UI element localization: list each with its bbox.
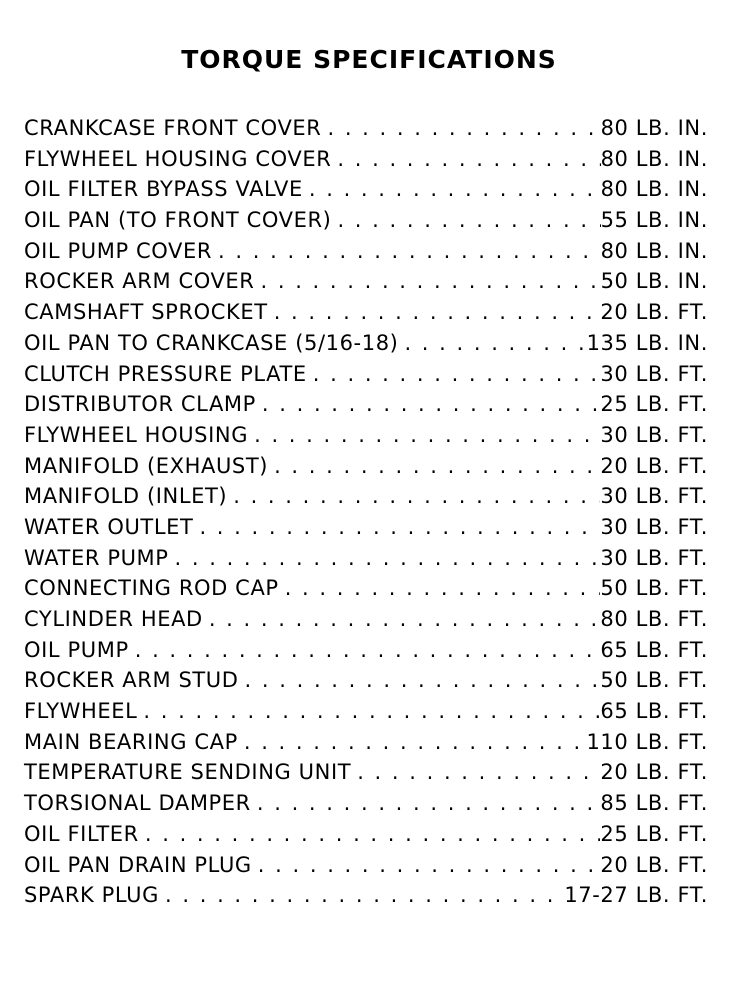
- spec-value: 80 LB. IN.: [600, 177, 708, 202]
- spec-item: MANIFOLD (INLET): [24, 484, 228, 509]
- spec-item: OIL PUMP COVER: [24, 238, 213, 263]
- spec-item: MAIN BEARING CAP: [24, 729, 238, 754]
- spec-value: 20 LB. FT.: [600, 300, 708, 325]
- dot-leader: [398, 328, 586, 358]
- spec-item: DISTRIBUTOR CLAMP: [24, 392, 256, 417]
- spec-item: CRANKCASE FRONT COVER: [24, 116, 322, 140]
- spec-item: CAMSHAFT SPROCKET: [24, 300, 268, 325]
- dot-leader: [307, 359, 601, 389]
- spec-value: 55 LB. IN.: [600, 208, 708, 233]
- spec-item: WATER PUMP: [24, 545, 169, 570]
- spec-value: 80 LB. IN.: [600, 116, 708, 140]
- dot-leader: [331, 205, 600, 235]
- dot-leader: [238, 727, 587, 757]
- spec-row: [24, 573, 708, 604]
- spec-item: CLUTCH PRESSURE PLATE: [24, 361, 307, 386]
- spec-value: 80 LB. IN.: [600, 146, 708, 171]
- spec-value: 20 LB. FT.: [600, 453, 708, 478]
- spec-item: FLYWHEEL HOUSING COVER: [24, 146, 332, 171]
- spec-row: [24, 727, 708, 758]
- spec-value: 50 LB. FT.: [600, 668, 708, 693]
- spec-row: [24, 359, 708, 390]
- page-title: TORQUE SPECIFICATIONS: [181, 45, 557, 74]
- dot-leader: [303, 174, 601, 204]
- spec-value: 50 LB. FT.: [600, 576, 708, 601]
- dot-leader: [139, 819, 601, 849]
- torque-spec-list: [24, 113, 708, 911]
- spec-item: ROCKER ARM STUD: [24, 668, 239, 693]
- spec-row: [24, 266, 708, 297]
- spec-value: 25 LB. FT.: [600, 821, 708, 846]
- spec-value: 30 LB. FT.: [600, 361, 708, 386]
- spec-value: 65 LB. FT.: [600, 637, 708, 662]
- dot-leader: [256, 389, 601, 419]
- spec-row: [24, 880, 708, 911]
- spec-value: 30 LB. FT.: [600, 514, 708, 539]
- spec-item: SPARK PLUG: [24, 883, 160, 908]
- spec-row: [24, 696, 708, 727]
- spec-value: 85 LB. FT.: [600, 791, 708, 816]
- dot-leader: [251, 788, 601, 818]
- spec-item: OIL PAN (TO FRONT COVER): [24, 208, 332, 233]
- dot-leader: [159, 880, 564, 910]
- dot-leader: [137, 696, 600, 726]
- spec-value: 135 LB. IN.: [586, 330, 708, 355]
- spec-item: FLYWHEEL: [24, 699, 138, 724]
- spec-item: OIL FILTER: [24, 821, 139, 846]
- dot-leader: [331, 144, 600, 174]
- spec-item: TORSIONAL DAMPER: [24, 791, 251, 816]
- spec-row: [24, 205, 708, 236]
- dot-leader: [321, 113, 600, 143]
- spec-value: 30 LB. FT.: [600, 484, 708, 509]
- dot-leader: [255, 266, 601, 296]
- spec-item: MANIFOLD (EXHAUST): [24, 453, 269, 478]
- spec-value: 65 LB. FT.: [600, 699, 708, 724]
- dot-leader: [212, 236, 601, 266]
- spec-row: [24, 420, 708, 451]
- spec-value: 20 LB. FT.: [600, 760, 708, 785]
- spec-item: OIL PUMP: [24, 637, 129, 662]
- spec-value: 80 LB. IN.: [600, 238, 708, 263]
- spec-value: 25 LB. FT.: [600, 392, 708, 417]
- spec-value: 50 LB. IN.: [600, 269, 708, 294]
- spec-item: CYLINDER HEAD: [24, 607, 203, 631]
- dot-leader: [239, 665, 601, 695]
- spec-item: WATER OUTLET: [24, 514, 194, 539]
- spec-row: [24, 850, 708, 881]
- spec-row: [24, 665, 708, 696]
- spec-item: FLYWHEEL HOUSING: [24, 422, 249, 447]
- spec-row: [24, 757, 708, 788]
- spec-row: [24, 389, 708, 420]
- dot-leader: [169, 543, 601, 573]
- dot-leader: [248, 420, 600, 450]
- dot-leader: [268, 451, 600, 481]
- spec-row: [24, 543, 708, 574]
- spec-value: 110 LB. FT.: [586, 729, 708, 754]
- dot-leader: [351, 757, 600, 787]
- spec-row: [24, 604, 708, 635]
- spec-row: [24, 451, 708, 482]
- dot-leader: [279, 573, 601, 603]
- spec-row: [24, 297, 708, 328]
- dot-leader: [268, 297, 601, 327]
- spec-item: CONNECTING ROD CAP: [24, 576, 279, 601]
- spec-item: ROCKER ARM COVER: [24, 269, 255, 294]
- spec-row: [24, 236, 708, 267]
- spec-row: [24, 481, 708, 512]
- spec-row: [24, 328, 708, 359]
- dot-leader: [129, 635, 601, 665]
- dot-leader: [227, 481, 600, 511]
- spec-value: 17-27 LB. FT.: [564, 883, 708, 908]
- spec-value: 80 LB. FT.: [600, 607, 708, 631]
- spec-row: [24, 174, 708, 205]
- spec-item: OIL PAN DRAIN PLUG: [24, 852, 252, 877]
- spec-row: [24, 819, 708, 850]
- spec-value: 30 LB. FT.: [600, 422, 708, 447]
- spec-item: OIL PAN TO CRANKCASE (5/16-18): [24, 330, 399, 355]
- spec-row: [24, 788, 708, 819]
- spec-item: TEMPERATURE SENDING UNIT: [24, 760, 352, 785]
- dot-leader: [193, 512, 600, 542]
- spec-row: [24, 113, 708, 144]
- spec-row: [24, 144, 708, 175]
- spec-row: [24, 512, 708, 543]
- dot-leader: [252, 850, 601, 880]
- spec-item: OIL FILTER BYPASS VALVE: [24, 177, 303, 202]
- spec-value: 20 LB. FT.: [600, 852, 708, 877]
- dot-leader: [203, 604, 601, 634]
- spec-value: 30 LB. FT.: [600, 545, 708, 570]
- spec-row: [24, 635, 708, 666]
